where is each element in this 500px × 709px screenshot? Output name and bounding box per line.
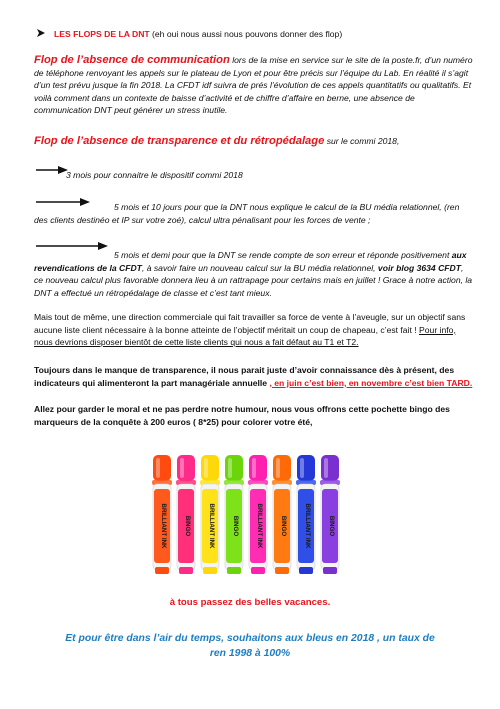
marker-base	[251, 567, 265, 574]
marker-pen	[320, 455, 340, 574]
cap-highlight	[276, 458, 280, 478]
paragraph-3-info: Pour info, nous devrions disposer bientôt de cette liste clients qui nous a fait défaut au T1 et T2.	[34, 324, 456, 348]
section-transparence	[34, 135, 474, 148]
paragraph-3-text-a: Mais tout de même, une direction commerciale qui fait travailler sa force de vente à l’aveugle, sur un objectif sans aucune liste client nécessaire à la bonne atteinte de l’objectif méritait un coup de chapeau, c’est fait !	[34, 312, 466, 335]
cap-highlight	[156, 458, 160, 478]
marker-label-text: BRILLIANT INK	[160, 503, 167, 549]
flops-title: LES FLOPS DE LA DNT	[54, 29, 150, 39]
marker-label-text: BRILLIANT INK	[208, 503, 215, 549]
point-3-cfdt-claims: aux revendications de la CFDT	[34, 250, 467, 273]
section-transparence-title: Flop de l’absence de transparence et du rétropédalage	[34, 135, 325, 147]
bingo-markers-image	[149, 453, 345, 577]
flops-aside: (eh oui nous aussi nous pouvons donner des flop)	[149, 29, 343, 39]
marker-base	[179, 567, 193, 574]
blog-reference: voir blog 3634 CFDT	[377, 262, 462, 273]
marker-pen	[248, 455, 268, 574]
section-transparence-suffix: sur le commi 2018,	[324, 136, 400, 146]
point-2: 5 mois et 10 jours pour que la DNT nous explique le calcul de la BU média relationnel, (ren des clients destinéo et IP sur votre zoé), calcul ultra pénalisant pour les forces de vente ;	[34, 202, 460, 225]
marker-base	[227, 567, 241, 574]
marker-pen	[152, 455, 172, 574]
cap-highlight	[252, 458, 256, 478]
section-communication-title: Flop de l’absence de communication	[34, 54, 230, 66]
marker-pen	[176, 455, 196, 574]
marker-label-text: BINGO	[184, 515, 191, 537]
marker-cap	[177, 455, 195, 481]
marker-base	[275, 567, 289, 574]
point-1: 3 mois pour connaitre le dispositif commi 2018	[66, 170, 243, 180]
marker-label-text: BINGO	[280, 515, 287, 537]
marker-label-text: BRILLIANT INK	[304, 503, 311, 549]
paragraph-indicators	[34, 364, 474, 389]
marker-base	[299, 567, 313, 574]
marker-label-text: BINGO	[232, 515, 239, 537]
point-3-text-c: , à savoir faire un nouveau calcul sur la BU média relationnel,	[141, 262, 378, 273]
marker-cap	[321, 455, 339, 481]
marker-cap	[225, 455, 243, 481]
flops-heading	[54, 28, 474, 41]
point-3	[34, 249, 474, 299]
marker-cap	[297, 455, 315, 481]
marker-label-text: BRILLIANT INK	[256, 503, 263, 549]
vacation-wishes: à tous passez des belles vacances.	[169, 597, 331, 608]
paragraph-commercial-direction	[34, 311, 474, 349]
bingo-markers-drawing	[149, 453, 345, 577]
marker-pen	[224, 455, 244, 574]
marker-label-text: BINGO	[328, 515, 335, 537]
marker-base	[203, 567, 217, 574]
paragraph-4-text-a: Toujours dans le manque de transparence, il nous parait juste d’avoir connaissance dès à présent, des indicateurs qui alimenteront la part managériale annuelle	[34, 365, 455, 388]
marker-cap	[273, 455, 291, 481]
point-3-text-e: , ce nouveau calcul plus favorable donnera lieu à un rattrapage pour certains mais en juillet ! Grace à notre action, la DNT a effectué un rétropédalage de classe et c’est tant mieux.	[34, 262, 473, 298]
cap-highlight	[300, 458, 304, 478]
cap-highlight	[324, 458, 328, 478]
marker-base	[323, 567, 337, 574]
marker-pen	[272, 455, 292, 574]
cap-highlight	[180, 458, 184, 478]
bullet-arrow-icon	[36, 28, 46, 42]
marker-pen	[200, 455, 220, 574]
marker-cap	[249, 455, 267, 481]
section-communication-text: lors de la mise en service sur le site de la poste.fr, d’un numéro de téléphone renvoyant les appels sur le plateau de Lyon et pour être précis sur l’équipe du Lab. En réalité il s’agit d’un test prévu jusque la fin 2018. La CFDT idf suivra de prés l’évolution de ces appels quantitatifs ou qualitatifs. Et voilà comment dans un contexte de baisse d’activité et de chiffre d’affaire en berne, une absence de communication DNT peut générer un stress inutile.	[34, 55, 473, 116]
point-3-text-a: 5 mois et demi pour que la DNT se rende compte de son erreur et réponde positivement	[114, 250, 452, 260]
arrow-1-icon	[36, 162, 68, 180]
closing-wish: Et pour être dans l’air du temps, souhaitons aux bleus en 2018 , un taux de ren 1998 à 100%	[65, 633, 435, 659]
paragraph-bingo-offer: Allez pour garder le moral et ne pas perdre notre humour, nous vous offrons cette pochette bingo des marqueurs de la conquête à 200 euros ( 8*25) pour colorer votre été,	[34, 404, 450, 427]
paragraph-4-deadline: , en juin c’est bien, en novembre c’est bien TARD.	[269, 377, 473, 388]
marker-pen	[296, 455, 316, 574]
marker-base	[155, 567, 169, 574]
cap-highlight	[228, 458, 232, 478]
marker-cap	[201, 455, 219, 481]
cap-highlight	[204, 458, 208, 478]
marker-cap	[153, 455, 171, 481]
section-communication	[34, 54, 474, 117]
